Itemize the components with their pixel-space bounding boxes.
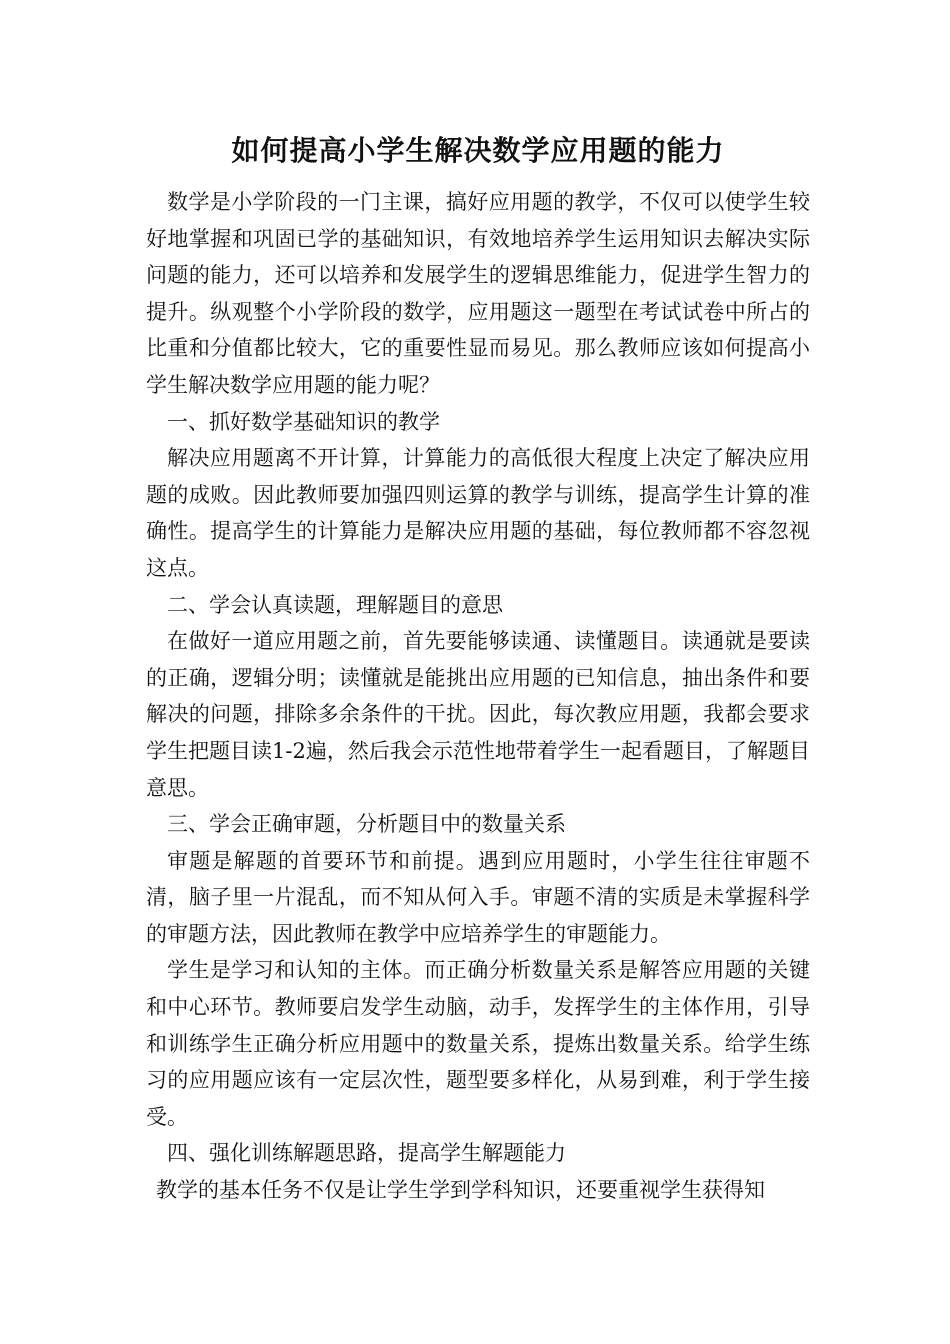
intro-paragraph: 数学是小学阶段的一门主课，搞好应用题的教学，不仅可以使学生较好地掌握和巩固已学的基础知识，有效地培养学生运用知识去解决实际问题的能力，还可以培养和发展学生的逻辑思维能力，促进学生智力的提升。纵观整个小学阶段的数学，应用题这一题型在考试试卷中所占的比重和分值都比较大，它的重要性显而易见。那么教师应该如何提高小学生解决数学应用题的能力呢？ xyxy=(146,190,810,397)
document-title: 如何提高小学生解决数学应用题的能力 xyxy=(231,134,725,167)
section-heading-1: 一、抓好数学基础知识的教学 xyxy=(167,409,440,434)
section-heading-4: 四、强化训练解题思路，提高学生解题能力 xyxy=(167,1141,566,1166)
section-3-paragraph-1: 审题是解题的首要环节和前提。遇到应用题时，小学生往往审题不清，脑子里一片混乱，而不知从何入手。审题不清的实质是未掌握科学的审题方法，因此教师在教学中应培养学生的审题能力。 xyxy=(146,848,810,946)
section-2-paragraph: 在做好一道应用题之前，首先要能够读通、读懂题目。读通就是要读的正确，逻辑分明；读懂就是能挑出应用题的已知信息，抽出条件和要解决的问题，排除多余条件的干扰。因此，每次教应用题，我都会要求学生把题目读1-2遍，然后我会示范性地带着学生一起看题目，了解题目意思。 xyxy=(146,629,810,800)
section-1-paragraph: 解决应用题离不开计算，计算能力的高低很大程度上决定了解决应用题的成败。因此教师要加强四则运算的教学与训练，提高学生计算的准确性。提高学生的计算能力是解决应用题的基础，每位教师都不容忽视这点。 xyxy=(146,446,810,580)
section-heading-2: 二、学会认真读题，理解题目的意思 xyxy=(167,592,503,617)
section-heading-3: 三、学会正确审题，分析题目中的数量关系 xyxy=(167,812,566,837)
document-body xyxy=(146,128,810,1209)
section-3-paragraph-2: 学生是学习和认知的主体。而正确分析数量关系是解答应用题的关键和中心环节。教师要启发学生动脑，动手，发挥学生的主体作用，引导和训练学生正确分析应用题中的数量关系，提炼出数量关系。给学生练习的应用题应该有一定层次性，题型要多样化，从易到难，利于学生接受。 xyxy=(146,958,810,1129)
section-4-paragraph: 教学的基本任务不仅是让学生学到学科知识，还要重视学生获得知 xyxy=(156,1178,765,1203)
